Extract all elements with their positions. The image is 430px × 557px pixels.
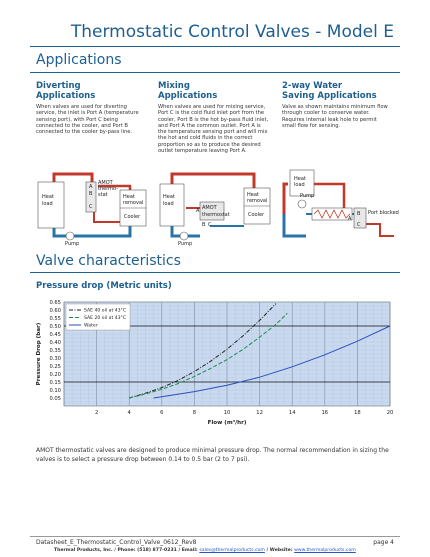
diverting-title-line2: Applications	[36, 90, 96, 101]
characteristics-divider	[30, 272, 400, 273]
mixing-heading	[158, 82, 217, 101]
applications-heading: Applications	[36, 52, 122, 68]
pressure-drop-chart	[30, 294, 400, 438]
y-axis-label: Pressure Drop (bar)	[36, 322, 42, 386]
heat-load-label-line1: Heat	[163, 194, 175, 200]
legend-label: SAE 40 oil at 43°C	[84, 308, 127, 314]
port-c-label: C	[357, 222, 361, 228]
port-blocked-label: Port blocked	[368, 210, 399, 216]
y-tick-label: 0.10	[49, 387, 61, 394]
heat-load-label-line1: Heat	[42, 194, 54, 200]
diverting-diagram	[34, 168, 158, 246]
amot-label-line1: AMOT	[202, 205, 217, 211]
x-tick-label: 20	[386, 410, 394, 416]
mixing-description: When valves are used for mixing service, Port C is the cold fluid inlet port from the cooler, Port B is the hot by-pass fluid inlet, and Port A the common outlet. Port A is the temperature sensing port and will mix the hot and cold fluids in the correct proportion so as to produce the desired outlet temperature leaving Port A.	[158, 104, 269, 155]
water-saving-heading	[282, 82, 377, 101]
heat-removal-label-line2: removal	[123, 200, 144, 206]
email-label: Email:	[181, 548, 198, 553]
port-c-label: C	[208, 222, 212, 228]
page-number: page 4	[373, 539, 394, 546]
mixing-diagram	[158, 166, 278, 246]
chart-title: Pressure drop (Metric units)	[36, 281, 172, 291]
x-tick-label: 12	[256, 410, 263, 416]
y-tick-label: 0.45	[49, 331, 61, 338]
port-b-label: B	[202, 222, 206, 228]
heat-load-label-line2: load	[42, 201, 53, 207]
amot-label-line2: thermo-	[98, 186, 118, 192]
x-tick-label: 16	[321, 410, 329, 416]
phone-number: (518) 877-0231	[137, 548, 177, 553]
contact-line: Thermal Products, Inc. / Phone: (518) 877-0231 / Email: sales@thermalproducts.com / Website: www.thermalproducts.com	[54, 548, 356, 553]
amot-label-line1: AMOT	[98, 180, 113, 186]
amot-label-line3: stat	[98, 192, 108, 198]
water-saving-diagram	[282, 164, 400, 244]
y-tick-label: 0.35	[49, 347, 61, 354]
water-saving-title-line2: Saving Applications	[282, 90, 377, 101]
x-axis-label: Flow (m³/hr)	[207, 420, 247, 426]
pump-label: Pump	[300, 193, 315, 199]
y-tick-label: 0.40	[49, 339, 61, 346]
sizing-paragraph: AMOT thermostatic valves are designed to produce minimal pressure drop. The normal recommendation in sizing the valves is to select a pressure drop between 0.14 to 0.5 bar (2 to 7 psi).	[36, 447, 389, 463]
y-tick-label: 0.30	[49, 355, 61, 362]
x-tick-label: 14	[288, 410, 296, 416]
x-tick-label: 18	[354, 410, 361, 416]
y-tick-label: 0.55	[49, 315, 61, 322]
diverting-title-line1: Diverting	[36, 81, 81, 91]
cooler-label: Cooler	[248, 212, 265, 218]
x-tick-label: 10	[223, 410, 231, 416]
heat-removal-label-line1: Heat	[123, 194, 135, 200]
applications-divider	[30, 72, 400, 73]
company-name: Thermal Products, Inc.	[54, 548, 113, 553]
heat-load-label-line2: load	[163, 201, 174, 207]
diverting-heading	[36, 82, 95, 101]
heat-load-label-line2: load	[294, 182, 305, 188]
amot-thermostat-label: thermostat	[202, 212, 230, 218]
heat-removal-label-line1: Heat	[247, 192, 259, 198]
title-divider	[30, 46, 400, 47]
pump-icon	[180, 232, 188, 240]
port-b-label: B	[89, 191, 93, 197]
heat-load-label-line1: Heat	[294, 176, 306, 182]
heat-removal-label-line2: removal	[247, 198, 268, 204]
y-tick-label: 0.20	[49, 371, 61, 378]
port-a-label: A	[348, 216, 352, 222]
footer-divider	[30, 536, 400, 537]
y-tick-label: 0.25	[49, 363, 61, 370]
y-tick-label: 0.60	[49, 307, 61, 314]
water-saving-description: Valve as shown maintains minimum flow through cooler to conserve water. Requires internal leak hole to permit small flow for sensing.	[282, 104, 388, 129]
mixing-title-line1: Mixing	[158, 81, 190, 91]
mixing-title-line2: Applications	[158, 90, 218, 101]
y-tick-label: 0.50	[49, 323, 61, 330]
port-c-label: C	[89, 204, 93, 210]
website-label: Website:	[269, 548, 293, 553]
pump-icon	[66, 232, 74, 240]
legend-label: SAE 20 oil at 43°C	[84, 316, 127, 322]
y-tick-label: 0.15	[49, 379, 61, 386]
y-tick-label: 0.65	[49, 299, 61, 306]
diverting-description: When valves are used for diverting service, the inlet is Port A (temperature sensing port), with Port C being connected to the cooler, and Port B connected to the cooler by-pass line.	[36, 104, 139, 136]
page-title: Thermostatic Control Valves - Model E	[70, 22, 394, 42]
website-link[interactable]: www.thermalproducts.com	[294, 548, 356, 553]
email-link[interactable]: sales@thermalproducts.com	[199, 548, 265, 553]
x-tick-label: 4	[127, 410, 131, 416]
pump-label: Pump	[178, 241, 193, 247]
x-tick-label: 6	[160, 410, 164, 416]
y-tick-label: 0.05	[49, 395, 61, 402]
port-b-label: B	[357, 211, 361, 217]
document-id: Datasheet_E_Thermostatic_Control_Valve_0612_Rev8	[36, 539, 197, 546]
port-a-label: A	[196, 208, 200, 214]
pump-label: Pump	[65, 241, 80, 247]
characteristics-heading: Valve characteristics	[36, 253, 181, 269]
x-tick-label: 8	[192, 410, 197, 416]
x-tick-label: 2	[94, 410, 99, 416]
water-saving-title-line1: 2-way Water	[282, 81, 343, 91]
pump-icon	[298, 200, 306, 208]
legend-label: Water	[84, 323, 98, 329]
cooler-label: Cooler	[124, 214, 141, 220]
port-a-label: A	[89, 184, 93, 190]
phone-label: Phone:	[117, 548, 136, 553]
